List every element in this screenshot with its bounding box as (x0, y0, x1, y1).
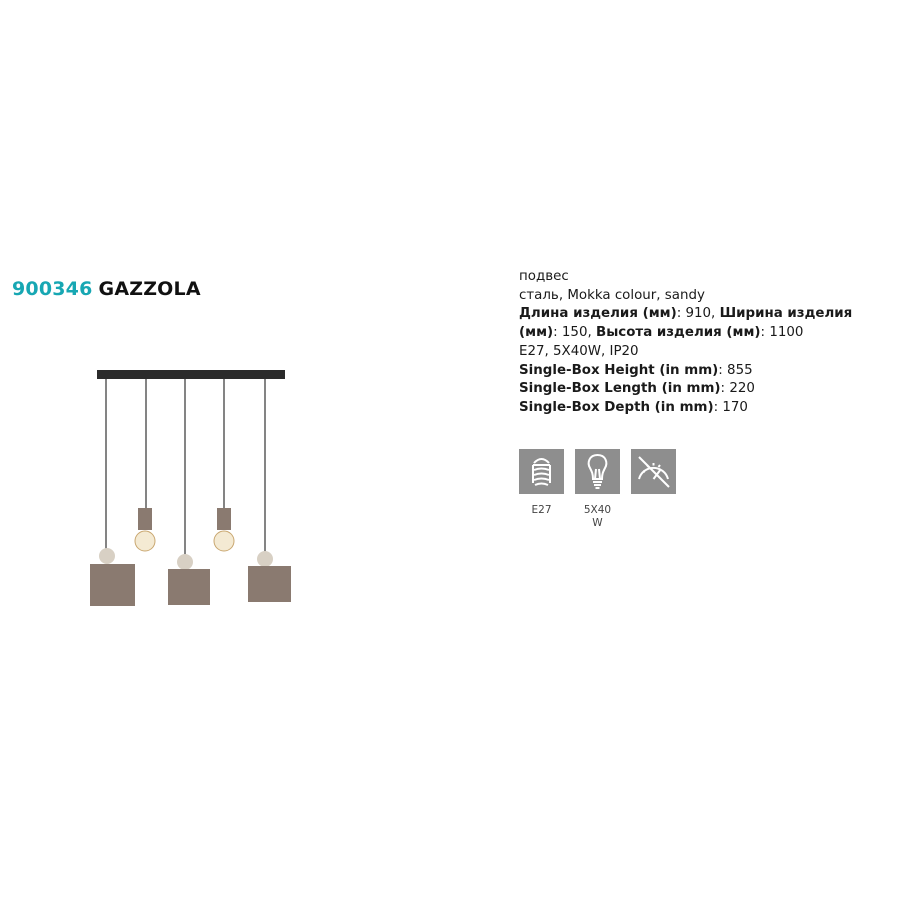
product-code: 900346 (12, 278, 93, 300)
shade-2 (168, 569, 210, 605)
shade-1 (90, 564, 135, 606)
spec-list (519, 268, 891, 418)
length-label: Длина изделия (мм) (519, 306, 677, 322)
height-value: : 1100 (760, 325, 804, 341)
bulb-left (135, 531, 155, 551)
length-value: : 910, (676, 306, 720, 322)
canopy-bar (97, 370, 285, 379)
socket-right (217, 508, 231, 530)
product-name: GAZZOLA (98, 278, 201, 300)
box-length-value: : 220 (720, 381, 755, 397)
box-length-label: Single-Box Length (in mm) (519, 381, 721, 397)
spec-box-length (519, 380, 891, 399)
spec-type: подвес (519, 269, 569, 284)
shade-knob-2 (177, 554, 193, 570)
spec-box-height (519, 362, 891, 381)
spec-box-depth (519, 399, 891, 418)
product-image (90, 360, 300, 620)
box-height-label: Single-Box Height (in mm) (519, 362, 719, 378)
spec-dimensions (519, 305, 891, 342)
e27-caption: E27 (531, 504, 552, 516)
box-depth-label: Single-Box Depth (in mm) (519, 399, 714, 415)
bulb-icon (575, 449, 620, 494)
shade-knob-3 (257, 551, 273, 567)
bulb-caption: 5X40 W (583, 504, 612, 529)
box-depth-value: : 170 (713, 399, 748, 415)
product-title (12, 278, 201, 300)
no-dimmer-icon (631, 449, 676, 494)
shade-knob-1 (99, 548, 115, 564)
socket-left (138, 508, 152, 530)
spec-material: сталь, Mokka colour, sandy (519, 287, 705, 303)
e27-socket-icon (519, 449, 564, 494)
width-label: Ширина изделия (мм) (519, 306, 853, 341)
box-height-value: : 855 (718, 362, 753, 378)
height-label: Высота изделия (мм) (595, 325, 761, 341)
shade-3 (248, 566, 291, 602)
width-value: : 150, (553, 325, 596, 341)
spec-bulbs: E27, 5X40W, IP20 (519, 343, 639, 359)
bulb-right (214, 531, 234, 551)
